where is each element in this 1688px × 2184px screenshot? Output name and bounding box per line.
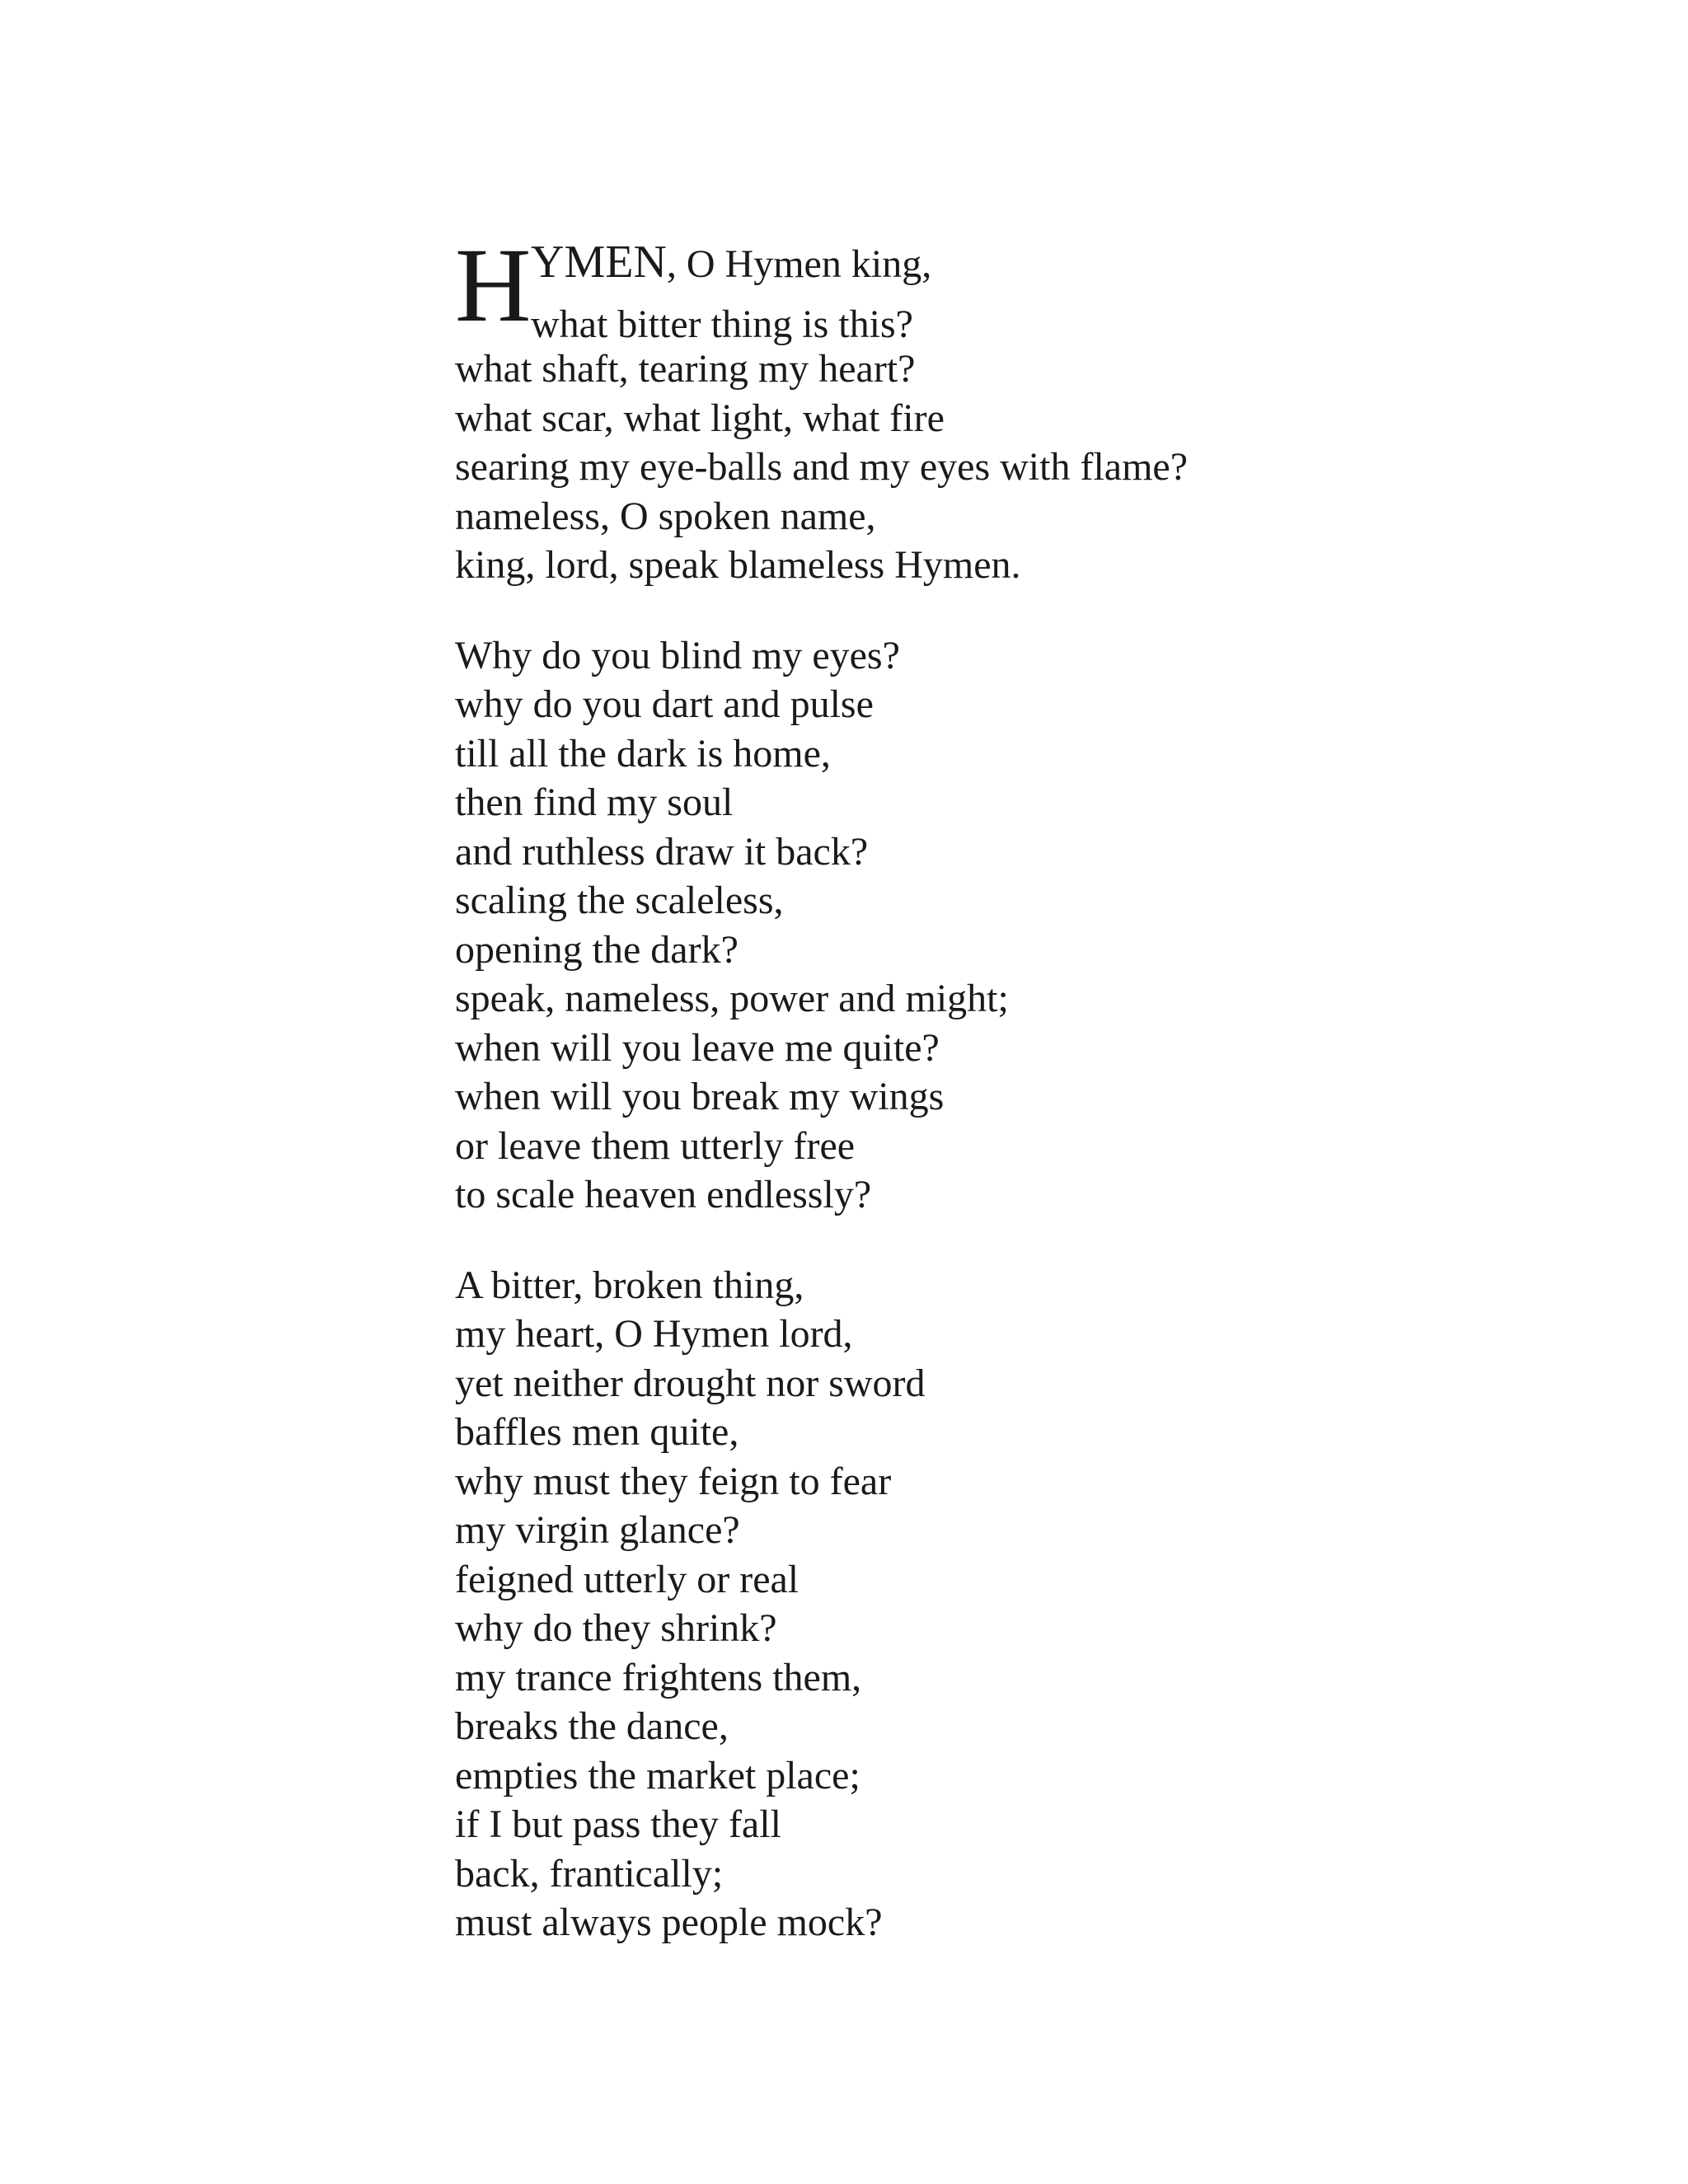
poem-line: what scar, what light, what fire — [455, 396, 945, 440]
poem-line: or leave them utterly free — [455, 1123, 856, 1168]
poem-line: searing my eye-balls and my eyes with flame? — [455, 445, 1189, 489]
poem-line: and ruthless draw it back? — [455, 829, 869, 874]
poem-line: when will you leave me quite? — [455, 1025, 940, 1070]
poem-line: my trance frightens them, — [455, 1655, 862, 1699]
poem-line: speak, nameless, power and might; — [455, 977, 1009, 1020]
poem-line: till all the dark is home, — [455, 731, 831, 776]
poem-line: opening the dark? — [455, 927, 738, 972]
poem-opening — [455, 227, 1609, 346]
poem-line: when will you break my wings — [455, 1075, 945, 1118]
poem-line: what bitter thing is this? — [531, 302, 913, 346]
poem-line: my heart, O Hymen lord, — [455, 1312, 853, 1356]
stanza-3 — [455, 1261, 1609, 1947]
poem-line: back, frantically; — [455, 1851, 724, 1896]
poem-line: feigned utterly or real — [455, 1557, 799, 1601]
poem-line: why do you dart and pulse — [455, 682, 874, 726]
stanza-break — [455, 1220, 1609, 1261]
poem-line: nameless, O spoken name, — [455, 494, 876, 538]
poem — [455, 227, 1609, 1947]
poem-line: my virgin glance? — [455, 1508, 740, 1552]
poem-line: yet neither drought nor sword — [455, 1361, 926, 1405]
stanza-2 — [455, 631, 1609, 1220]
stanza-break — [455, 590, 1609, 631]
poem-line: why must they feign to fear — [455, 1459, 892, 1503]
poem-line — [531, 237, 931, 289]
stanza-1 — [455, 344, 1609, 590]
opening-small-caps: YMEN — [531, 237, 667, 288]
poem-line: baffles men quite, — [455, 1410, 739, 1454]
opening-line-rest: , O Hymen king, — [666, 242, 932, 286]
drop-cap: H — [455, 227, 532, 344]
poem-line: to scale heaven endlessly? — [455, 1173, 872, 1216]
poem-line: why do they shrink? — [455, 1606, 777, 1650]
poem-line: scaling the scaleless, — [455, 879, 784, 922]
poem-line: A bitter, broken thing, — [455, 1263, 804, 1307]
poem-line: if I but pass they fall — [455, 1802, 781, 1846]
poem-line: Why do you blind my eyes? — [455, 633, 900, 677]
poem-line: what shaft, tearing my heart? — [455, 347, 916, 391]
poem-line: empties the market place; — [455, 1753, 860, 1797]
poem-line: king, lord, speak blameless Hymen. — [455, 543, 1021, 587]
poem-line: must always people mock? — [455, 1900, 883, 1944]
poem-line: breaks the dance, — [455, 1704, 729, 1748]
poem-line: then find my soul — [455, 780, 734, 824]
